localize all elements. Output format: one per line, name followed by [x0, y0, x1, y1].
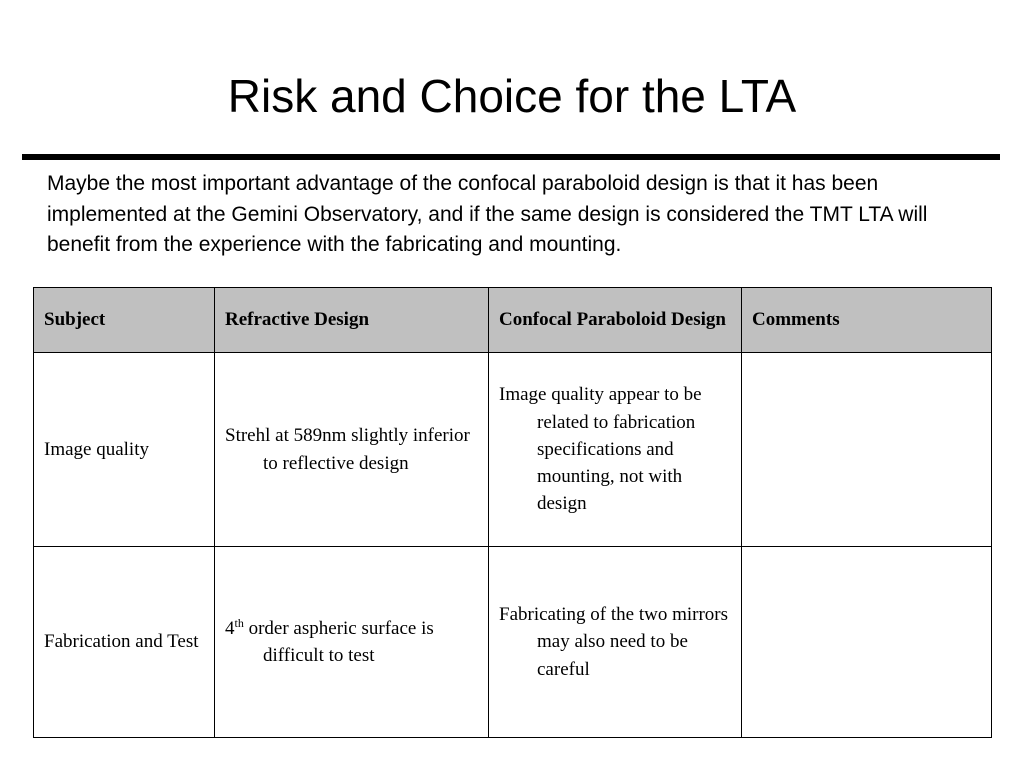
cell-subject: Fabrication and Test: [34, 547, 215, 738]
cell-comments: [742, 547, 992, 738]
title-divider: [22, 154, 1000, 160]
header-confocal-paraboloid-design: Confocal Paraboloid Design: [489, 288, 742, 353]
cell-refractive: 4th order aspheric surface is difficult to test: [215, 547, 489, 738]
cell-confocal: Image quality appear to be related to fabrication specifications and mounting, not with design: [489, 353, 742, 547]
comparison-table: [33, 287, 992, 738]
table-row: [34, 353, 992, 547]
cell-subject: Image quality: [34, 353, 215, 547]
table-header-row: [34, 288, 992, 353]
header-comments: Comments: [742, 288, 992, 353]
header-subject: Subject: [34, 288, 215, 353]
intro-paragraph: Maybe the most important advantage of the confocal paraboloid design is that it has been implemented at the Gemini Observatory, and if the same design is considered the TMT LTA will benefit from the experience with the fabricating and mounting.: [47, 172, 928, 256]
cell-refractive: Strehl at 589nm slightly inferior to reflective design: [215, 353, 489, 547]
table-row: [34, 547, 992, 738]
slide-title: Risk and Choice for the LTA: [227, 70, 797, 122]
cell-comments: [742, 353, 992, 547]
header-refractive-design: Refractive Design: [215, 288, 489, 353]
cell-confocal: Fabricating of the two mirrors may also need to be careful: [489, 547, 742, 738]
